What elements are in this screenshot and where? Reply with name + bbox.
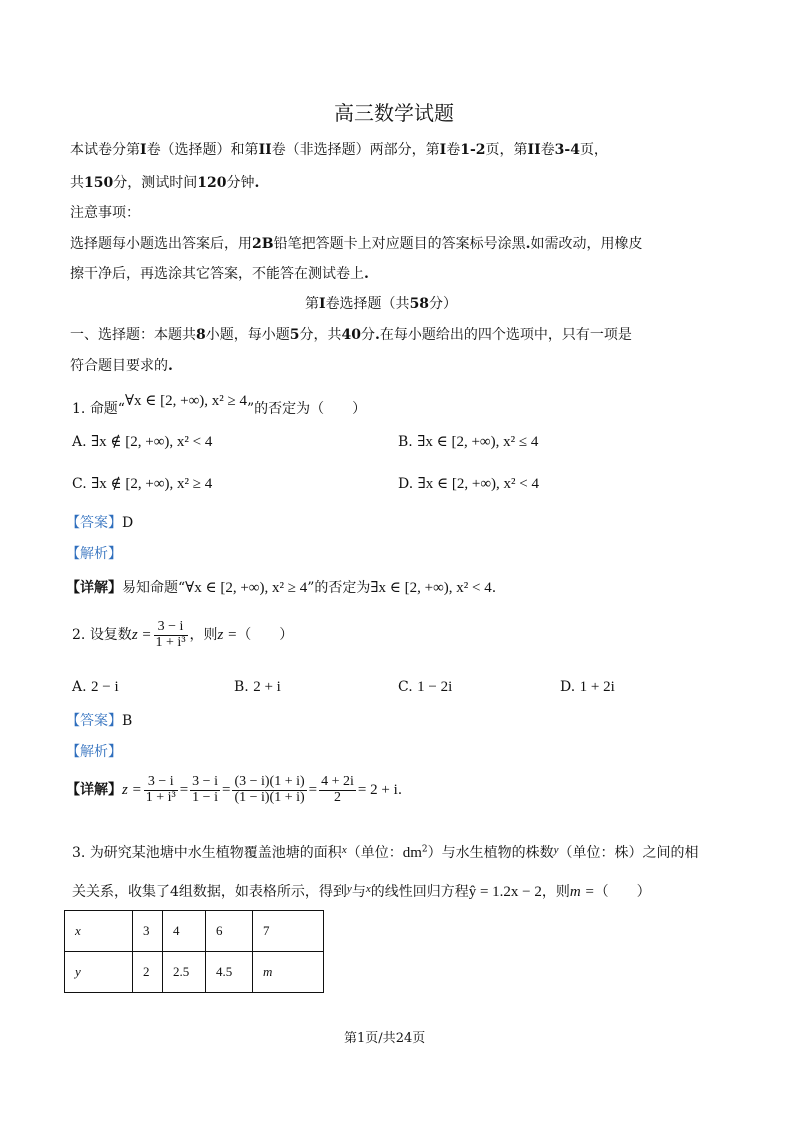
q2-option-c[interactable]: C. 1 − 2i (398, 679, 453, 695)
q2-detail: 【详解】z = $\frac{3 - i}{\text{1 + i³}}$ = $\frac{3 - i}{1 - i}$ = $\frac{(3 - i)(1 + i)}{(1 - i)(1 + i)}$ = $\frac{4 + 2i}{2}$ = 2 + i. (66, 774, 403, 805)
q2-fraction: $\frac{3 - i}{\text{1 + i³}}$ (155, 619, 186, 650)
table-cell: m (253, 952, 324, 993)
page-title: 高三数学试题 (334, 101, 454, 125)
section-title: 第I卷选择题（共58分） (305, 296, 458, 312)
table-cell: 4.5 (206, 952, 253, 993)
q2-analysis-tag: 【解析】 (66, 744, 122, 760)
table-cell: x (65, 911, 133, 952)
q3-stem-line-1: 3. 为研究某池塘中水生植物覆盖池塘的面积$^x$（单位：$dm^2$）与水生植物的株数$^y$（单位：株）之间的相 (72, 844, 699, 861)
table-cell: 2.5 (163, 952, 206, 993)
notes-line-1: 选择题每小题选出答案后，用2B铅笔把答题卡上对应题目的答案标号涂黑.如需改动，用橡皮 (70, 236, 643, 252)
q2-option-b[interactable]: B. 2 + i (234, 679, 281, 695)
page-footer: 第1页/共24页 (344, 1031, 426, 1046)
notes-heading: 注意事项： (70, 205, 140, 221)
intro-line-1: 本试卷分第I卷（选择题）和第II卷（非选择题）两部分，第I卷1-2页，第II卷3-4页， (70, 142, 608, 158)
intro-line-2: 共150分，测试时间120分钟. (70, 175, 260, 191)
section-instructions-2: 符合题目要求的. (70, 358, 173, 374)
table-cell: 7 (253, 911, 324, 952)
answer-tag: 【答案】 (66, 515, 122, 531)
table-cell: 4 (163, 911, 206, 952)
q3-data-table (64, 910, 324, 993)
q1-option-c[interactable]: C. ∃x ∉ [2, +∞), x² ≥ 4 (72, 476, 213, 492)
q3-stem-line-2: 关关系，收集了4组数据，如表格所示，得到$^y$与$^x$的线性回归方程ŷ = 1.2x − 2，则m =（ ） (72, 883, 651, 900)
notes-line-2: 擦干净后，再选涂其它答案，不能答在测试卷上. (70, 266, 369, 282)
table-cell: y (65, 952, 133, 993)
q1-detail: 【详解】易知命题“∀x ∈ [2, +∞), x² ≥ 4”的否定为∃x ∈ [2, +∞), x² < 4. (66, 580, 497, 596)
q2-stem: 2. 设复数z = $\frac{3 - i}{\text{1 + i³}}$ ，则z =（ ） (72, 619, 294, 650)
section-instructions-1: 一、选择题：本题共8小题，每小题5分，共40分.在每小题给出的四个选项中，只有一项是 (70, 327, 632, 343)
table-cell: 3 (133, 911, 163, 952)
table-cell: 6 (206, 911, 253, 952)
table-row (65, 952, 324, 993)
q1-option-a[interactable]: A. ∃x ∉ [2, +∞), x² < 4 (72, 434, 213, 450)
q1-stem: 1. 命题“∀x ∈ [2, +∞), x² ≥ 4”的否定为（ ） (72, 393, 367, 417)
q2-answer: 【答案】B (66, 713, 133, 729)
q1-analysis-tag: 【解析】 (66, 546, 122, 562)
q1-option-d[interactable]: D. ∃x ∈ [2, +∞), x² < 4 (398, 476, 539, 492)
q2-option-a[interactable]: A. 2 − i (72, 679, 119, 695)
table-row (65, 911, 324, 952)
table-cell: 2 (133, 952, 163, 993)
answer-tag: 【答案】 (66, 713, 122, 729)
q1-option-b[interactable]: B. ∃x ∈ [2, +∞), x² ≤ 4 (398, 434, 539, 450)
q2-option-d[interactable]: D. 1 + 2i (560, 679, 615, 695)
q1-answer: 【答案】D (66, 515, 134, 531)
